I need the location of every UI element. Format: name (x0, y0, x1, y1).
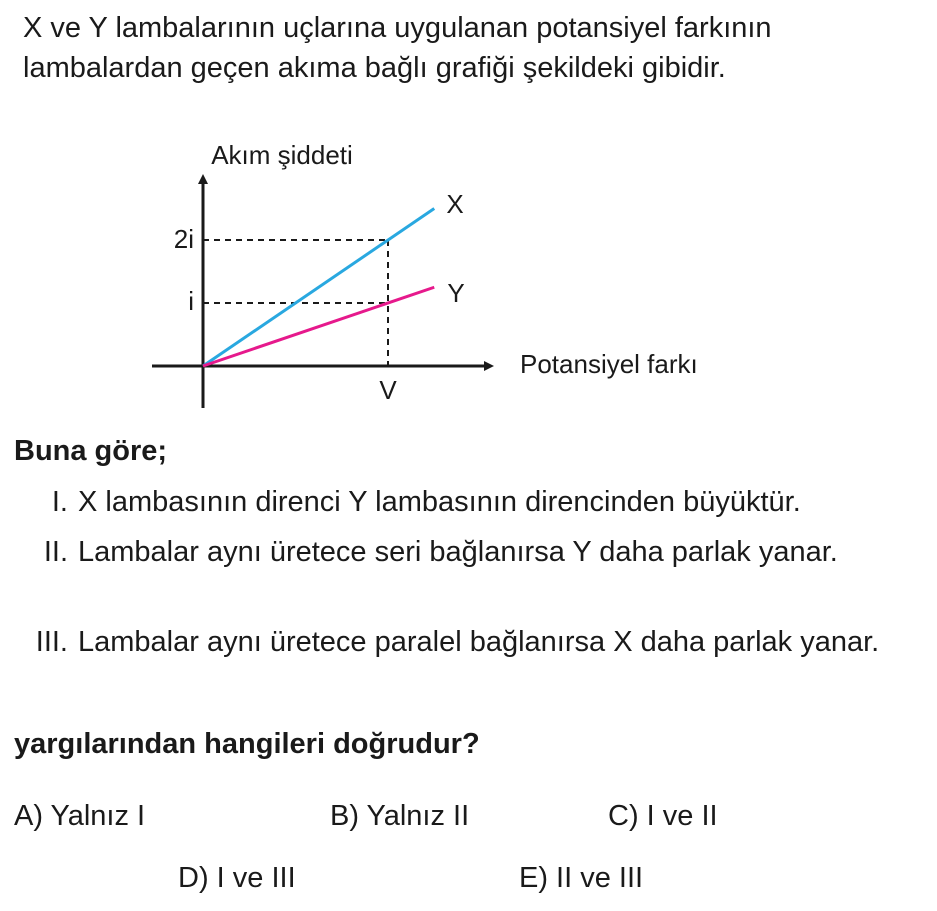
statement-3 (0, 622, 890, 702)
series-x-line (203, 209, 434, 367)
y-axis-label: Akım şiddeti (211, 140, 353, 170)
intro-line-1: X ve Y lambalarının uçlarına uygulanan potansiyel farkının (23, 12, 772, 44)
question-intro (23, 8, 923, 88)
choice-c[interactable]: C) I ve II (608, 800, 718, 832)
statement-2 (0, 532, 890, 612)
statement-3-number: III. (35, 626, 68, 658)
y-tick-2i: 2i (173, 224, 194, 254)
statement-1-number: I. (51, 486, 68, 518)
choice-a[interactable]: A) Yalnız I (14, 800, 146, 832)
x-axis-label: Potansiyel farkı (520, 349, 698, 379)
statement-1 (0, 482, 890, 522)
question-prompt: yargılarından hangileri doğrudur? (14, 728, 480, 760)
x-tick-v: V (379, 375, 397, 405)
choice-b[interactable]: B) Yalnız II (330, 800, 470, 832)
statement-3-text: Lambalar aynı üretece paralel bağlanırsa X daha parlak yanar. (78, 626, 880, 658)
series-y-label: Y (447, 278, 465, 308)
choice-d[interactable]: D) I ve III (178, 862, 296, 894)
current-voltage-graph (0, 130, 760, 420)
choice-e[interactable]: E) II ve III (519, 862, 644, 894)
statement-2-number: II. (43, 536, 68, 568)
statement-1-text: X lambasının direnci Y lambasının direncinden büyüktür. (78, 486, 801, 518)
series-y-line (203, 287, 434, 366)
intro-line-2: lambalardan geçen akıma bağlı grafiği şekildeki gibidir. (23, 52, 726, 84)
question-lead: Buna göre; (14, 435, 168, 467)
y-tick-i: i (188, 286, 194, 316)
statement-2-text: Lambalar aynı üretece seri bağlanırsa Y daha parlak yanar. (78, 536, 838, 568)
series-x-label: X (446, 189, 464, 219)
